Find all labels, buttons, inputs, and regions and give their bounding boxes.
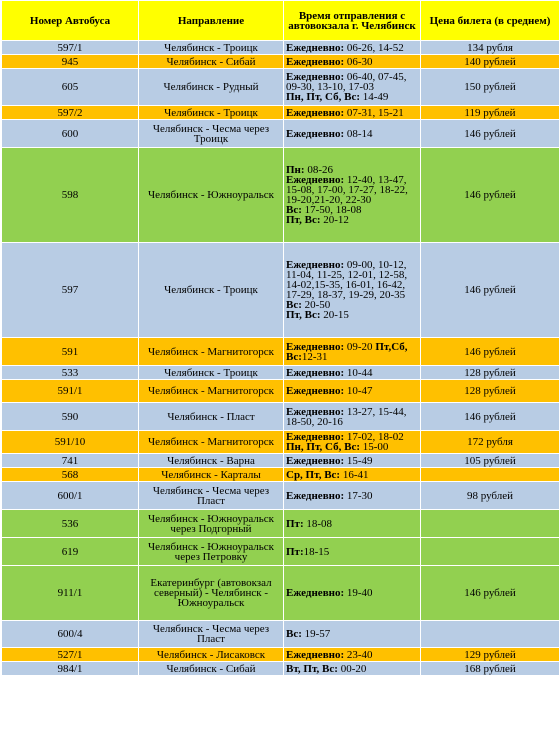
bus-number: 597 [2,243,139,338]
table-row [2,69,560,106]
time-values: 16-41 [342,468,369,481]
departure-times [284,454,421,468]
day-label: Ежедневно: [286,71,347,83]
direction: Челябинск - Троицк [139,106,284,120]
bus-number: 597/1 [2,41,139,55]
direction: Челябинск - Пласт [139,403,284,431]
day-label: Пт, Вс: [286,309,324,321]
bus-number: 945 [2,55,139,69]
table-row [2,338,560,366]
bus-number: 605 [2,69,139,106]
bus-schedule-table [1,0,560,676]
time-values: 20-50 [304,299,331,311]
direction: Екатеринбург (автовокзал северный) - Челябинск - Южноуральск [139,566,284,621]
bus-number: 597/2 [2,106,139,120]
direction: Челябинск - Чесма через Пласт [139,621,284,648]
direction: Челябинск - Сибай [139,662,284,676]
day-label: Ежедневно: [286,366,347,379]
day-label: Ежедневно: [286,454,347,467]
day-label: Ежедневно: [286,648,347,661]
table-row [2,366,560,380]
header-number: Номер Автобуса [2,1,139,41]
time-values: 18-15 [303,545,330,558]
table-row [2,403,560,431]
day-label: Ежедневно: [286,174,347,186]
direction: Челябинск - Троицк [139,41,284,55]
time-values: 20-15 [323,309,349,321]
table-row [2,510,560,538]
day-label: Пт: [286,545,304,558]
header-time: Время отправления с автовокзала г. Челябинск [284,1,421,41]
day-label: Пн: [286,164,308,176]
bus-number: 600/1 [2,482,139,510]
bus-number: 527/1 [2,648,139,662]
table-row [2,106,560,120]
time-values: 06-40, 07-45, 09-30, 13-10, 17-03 [286,71,407,93]
day-label: Ежедневно: [286,431,347,443]
direction: Челябинск - Сибай [139,55,284,69]
ticket-price: 129 рублей [421,648,560,662]
day-label: Ежедневно: [286,55,347,68]
time-values: 12-40, 13-47, 15-08, 17-00, 17-27, 18-22, 19-20,21-20, 22-30 [286,174,408,206]
day-label: Ежедневно: [286,41,347,54]
direction: Челябинск - Южноуральск через Петровку [139,538,284,566]
table-row [2,431,560,454]
departure-times [284,538,421,566]
bus-number: 741 [2,454,139,468]
day-label: Ср, Пт, Вс: [286,468,343,481]
ticket-price: 146 рублей [421,148,560,243]
ticket-price: 134 рубля [421,41,560,55]
ticket-price: 119 рублей [421,106,560,120]
ticket-price: 140 рублей [421,55,560,69]
direction: Челябинск - Магнитогорск [139,431,284,454]
time-values: 08-14 [346,127,373,140]
departure-times [284,510,421,538]
day-label: Ежедневно: [286,489,347,502]
time-values: 07-31, 15-21 [346,106,404,119]
direction: Челябинск - Карталы [139,468,284,482]
time-values: 00-20 [340,662,367,675]
ticket-price: 146 рублей [421,566,560,621]
ticket-price: 150 рублей [421,69,560,106]
bus-number: 590 [2,403,139,431]
day-label: Ежедневно: [286,405,347,418]
direction: Челябинск - Троицк [139,243,284,338]
bus-number: 591/1 [2,380,139,403]
time-values: 20-12 [323,214,349,226]
table-row [2,482,560,510]
time-values: 10-44 [346,366,373,379]
ticket-price: 105 рублей [421,454,560,468]
table-body [2,41,560,676]
day-label: Ежедневно: [286,340,347,353]
time-values: 10-47 [346,385,373,397]
table-row [2,41,560,55]
time-values: 15-49 [346,454,373,467]
day-label: Ежедневно: [286,106,347,119]
time-values: 08-26 [307,164,333,176]
table-row [2,621,560,648]
table-row [2,538,560,566]
table-row [2,662,560,676]
bus-number: 533 [2,366,139,380]
day-label: Ежедневно: [286,127,347,140]
direction: Челябинск - Варна [139,454,284,468]
ticket-price: 146 рублей [421,120,560,148]
departure-times [284,55,421,69]
departure-times [284,431,421,454]
ticket-price: 146 рублей [421,338,560,366]
time-values: 06-30 [346,55,373,68]
time-values: 12-31 [301,350,328,363]
direction: Челябинск - Магнитогорск [139,338,284,366]
departure-times [284,366,421,380]
ticket-price: 146 рублей [421,403,560,431]
day-label: Пн, Пт, Сб, Вс: [286,91,363,103]
departure-times [284,621,421,648]
ticket-price: 98 рублей [421,482,560,510]
ticket-price: 172 рубля [421,431,560,454]
bus-number: 591/10 [2,431,139,454]
bus-number: 591 [2,338,139,366]
direction: Челябинск - Чесма через Пласт [139,482,284,510]
bus-number: 619 [2,538,139,566]
bus-number: 600/4 [2,621,139,648]
time-values: 19-57 [304,628,331,640]
day-label: Вс: [286,299,305,311]
direction: Челябинск - Южноуральск [139,148,284,243]
direction: Челябинск - Лисаковск [139,648,284,662]
bus-number: 536 [2,510,139,538]
day-label: Ежедневно: [286,587,347,599]
table-row [2,243,560,338]
table-row [2,55,560,69]
departure-times [284,380,421,403]
departure-times [284,243,421,338]
day-label: Вс: [286,204,305,216]
departure-times [284,662,421,676]
departure-times [284,482,421,510]
time-values: 19-40 [346,587,373,599]
time-values: 14-49 [362,91,389,103]
time-values: 17-50, 18-08 [304,204,362,216]
header-price: Цена билета (в среднем) [421,1,560,41]
time-values: 17-02, 18-02 [346,431,404,443]
time-values: 06-26, 14-52 [346,41,404,54]
departure-times [284,648,421,662]
ticket-price: 146 рублей [421,243,560,338]
departure-times [284,106,421,120]
ticket-price [421,538,560,566]
table-row [2,468,560,482]
time-values: 09-00, 10-12, 11-04, 11-25, 12-01, 12-58, 14-02,15-35, 16-01, 16-42, 17-29, 18-37, 19-29, 20-35 [286,259,408,301]
day-label: Пт,Сб, Вс: [286,340,408,363]
table-row [2,148,560,243]
departure-times [284,403,421,431]
table-row [2,380,560,403]
departure-times [284,120,421,148]
ticket-price [421,510,560,538]
departure-times [284,41,421,55]
table-row [2,120,560,148]
day-label: Пт, Вс: [286,214,324,226]
ticket-price [421,468,560,482]
departure-times [284,148,421,243]
bus-number: 911/1 [2,566,139,621]
header-direction: Направление [139,1,284,41]
direction: Челябинск - Чесма через Троицк [139,120,284,148]
direction: Челябинск - Рудный [139,69,284,106]
ticket-price [421,621,560,648]
bus-number: 600 [2,120,139,148]
day-label: Пт: [286,517,307,530]
direction: Челябинск - Магнитогорск [139,380,284,403]
ticket-price: 168 рублей [421,662,560,676]
departure-times [284,566,421,621]
time-values: 17-30 [346,489,373,502]
day-label: Вт, Пт, Вс: [286,662,341,675]
time-values: 15-00 [362,441,389,453]
day-label: Ежедневно: [286,259,347,271]
bus-number: 984/1 [2,662,139,676]
table-row [2,648,560,662]
ticket-price: 128 рублей [421,366,560,380]
departure-times [284,338,421,366]
departure-times [284,468,421,482]
bus-number: 598 [2,148,139,243]
direction: Челябинск - Южноуральск через Подгорный [139,510,284,538]
bus-number: 568 [2,468,139,482]
day-label: Ежедневно: [286,385,347,397]
table-row [2,454,560,468]
time-values: 18-08 [306,517,333,530]
time-values: 09-20 [346,340,376,353]
day-label: Пн, Пт, Сб, Вс: [286,441,363,453]
departure-times [284,69,421,106]
table-row [2,566,560,621]
direction: Челябинск - Троицк [139,366,284,380]
ticket-price: 128 рублей [421,380,560,403]
time-values: 23-40 [346,648,373,661]
time-values: 13-27, 15-44, 18-50, 20-16 [286,405,407,428]
header-row [2,1,560,41]
day-label: Вс: [286,628,305,640]
